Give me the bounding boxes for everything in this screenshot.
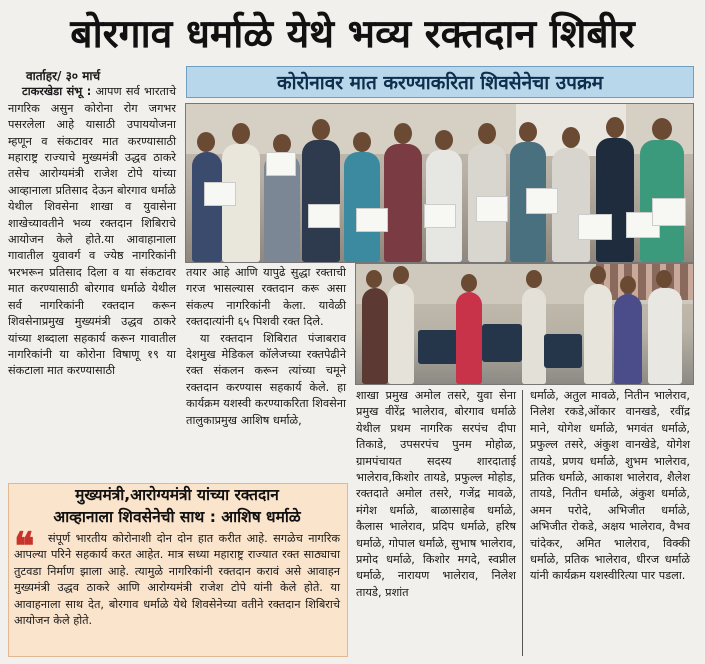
highlight-heading-line-1: मुख्यमंत्री,आरोग्यमंत्री यांच्या रक्तदान bbox=[75, 486, 279, 504]
subheadline-banner bbox=[186, 66, 694, 98]
quote-mark-icon: ❝ bbox=[14, 523, 35, 568]
highlight-body: संपूर्ण भारतीय कोरोनाशी दोन दोन हात करीत आहे. सगळेच नागरिक आपल्या परिने सहकार्य करत आहेत. मात्र सध्या महाराष्ट्र राज्यात रक्त साठ्याचा तुटवडा निर्माण झाला आहे. त्यामुळे नागरिकांनी रक्तदान करावं असे आवाहन मुख्यमंत्री उद्धव ठाकरे आणि आरोग्यमंत्री राजेश टोपे यांनी केले होते. या आवाहनाला साथ देत, बोरगाव धर्माळे येथे शिवसेनेच्या वतीने रक्तदान शिबिराचे आयोजन केले होते. bbox=[14, 532, 340, 628]
column-2-text-a: तयार आहे आणि यापुढे सुद्धा रक्ताची गरज भासल्यास रक्तदान करू असा संकल्प नागरिकांनी केला. यावेळी रक्तदात्यांनी ६५ पिशवी रक्त दिले. bbox=[186, 266, 346, 329]
column-2-text-b: या रक्तदान शिबिरात पंजाबराव देशमुख मेडिकल कॉलेजच्या रक्तपेढीने रक्त संकलन करून त्यांच्या चमूने रक्तदान करण्यास सहकार्य केले. हा कार्यक्रम यशस्वी करण्याकरिता शिवसेना तालुकाप्रमुख आशिष धर्माळे, bbox=[186, 331, 346, 427]
article-column-4 bbox=[530, 388, 690, 585]
photo-blood-donors-with-certificates bbox=[185, 103, 694, 263]
column-1-text: आपण सर्व भारताचे नागरिक असुन कोरोना रोग जगभर पसरलेला आहे यासाठी उपाययोजना म्हणून व संकटावर मात करण्यासाठी महाराष्ट्र राज्याचे मुख्यमंत्री उद्धव ठाकरे तसेच आरोग्यमंत्री राजेश टोपे यांच्या आव्हानाला प्रतिसाद देऊन बोरगाव धर्माळे येथील शिवसेना शाखा व युवासेना शाखेच्यावतीने भव्य रक्तदान शिबिराचे आयोजन केले होते.या आवाहानाला गावातील युवावर्ग व ज्येष्ठ नागरिकांनी भरभरून प्रतिसाद दिला व या संकटावर मात करण्यासाठी बोरगाव धर्माळे येथील सर्व नागरिकांनी रक्तदान करून शिवसेनाप्रमुख मुख्यमंत्री उद्धव ठाकरे यांच्या शब्दाला सहकार्य करून गावातील नागरिकांनी या कोरोना विषाणू १९ या संकटाला मात करण्यासाठी bbox=[8, 85, 176, 378]
headline: बोरगाव धर्माळे येथे भव्य रक्तदान शिबीर bbox=[70, 10, 635, 57]
subheadline-text: कोरोनावर मात करण्याकरिता शिवसेनेचा उपक्रम bbox=[277, 72, 603, 94]
column-4-text: धर्माळे, अतुल मावळे, नितीन भालेराव, निलेश रकडे,ओंकार वानखडे, रवींद्र माने, योगेश धर्माळे, भगवंत धर्माळे, प्रफुल्ल तसरे, अंकुश वानखेडे, योगेश तायडे, प्रणय धर्माळे, शुभम भालेराव, प्रतिक धर्माळे, आकाश भालेराव, शैलेश तायडे, नितीन धर्माळे, अंकुश धर्माळे, अमन परोदे, अभिजीत धर्माळे, अभिजीत रोकडे, अक्षय भालेराव, वैभव चांदेकर, अमित भालेराव, विक्की धर्माळे, प्रतिक भालेराव, धीरज धर्माळे यांनी कार्यक्रम यशस्वीरित्या पार पडला. bbox=[530, 389, 690, 583]
highlight-heading bbox=[10, 484, 344, 528]
column-3-text: शाखा प्रमुख अमोल तसरे, युवा सेना प्रमुख वीरेंद्र भालेराव, बोरगाव धर्माळे येथील प्रथम नागरिक सरपंच दीपा तिकाडे, उपसरपंच पुनम मोहोळ, ग्रामपंचायत सदस्य शारदाताई भालेराव,किशोर तायडे, प्रफुल्ल मोहोड, रक्तदाते अमोल तसरे, गजेंद्र मावळे, मंगेश धर्माळे, बाळासाहेब धर्माळे, कैलास भालेराव, प्रदिप धर्माळे, हरिष धर्माळे, गोपाल धर्माळे, सुभाष भालेराव, प्रमोद धर्माळे, किशोर मगदे, स्वप्नील धर्माळे, नारायण भालेराव, निलेश तायडे, प्रशांत bbox=[356, 389, 516, 599]
column-divider bbox=[522, 390, 523, 656]
highlight-heading-line-2: आव्हानाला शिवसेनेची साथ : आशिष धर्माळे bbox=[53, 508, 301, 526]
dateline: वार्ताहर/ ३० मार्च bbox=[26, 69, 101, 83]
article-column-1 bbox=[8, 68, 176, 380]
photo-donation-in-progress bbox=[355, 263, 694, 385]
article-column-2 bbox=[186, 265, 346, 429]
lead-location: टाकरखेडा संभू : bbox=[22, 85, 92, 99]
article-column-3 bbox=[356, 388, 516, 601]
